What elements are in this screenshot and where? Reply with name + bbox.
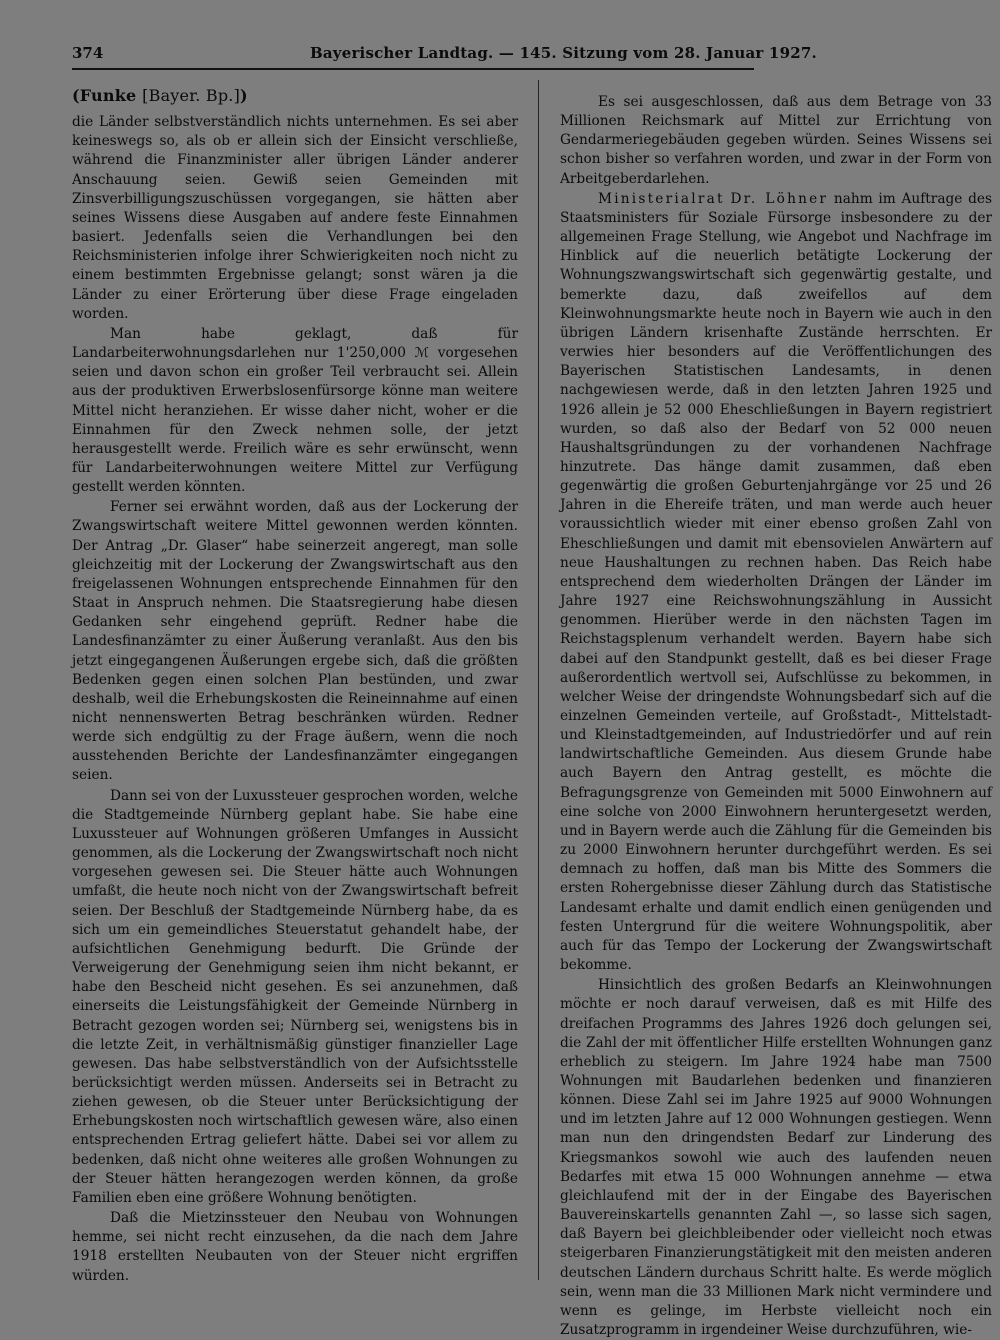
paragraph: Daß die Mietzinssteuer den Neubau von Wohnungen hemme, sei nicht recht einzusehen, da die nach dem Jahre 1918 erstellten Neubauten von der Steuer nicht ergriffen würden. [72, 1210, 518, 1284]
paragraph: Man habe geklagt, daß für Landarbeiterwohnungsdarlehen nur 1'250,000 ℳ vorgesehen seien und davon schon ein großer Teil verbraucht sei. Allein aus der produktiven Erwerbslosenfürsorge könne man weitere Mittel nicht heranziehen. Er wisse daher nicht, woher er die Einnahmen für den Zweck nehmen solle, der jetzt herausgestellt werde. Freilich wäre es sehr erwünscht, wenn für Landarbeiterwohnungen weitere Mittel zur Verfügung gestellt werden könnten. [72, 325, 518, 496]
column-divider [538, 80, 539, 1280]
speaker-line: (Funke [Bayer. Bp.]) [72, 86, 248, 105]
official-name: Dr. Löhner [730, 190, 829, 207]
speaker-name: Funke [79, 86, 137, 105]
official-title: Ministerialrat [598, 190, 725, 207]
paragraph: die Länder selbstverständlich nichts unternehmen. Es sei aber keineswegs so, als ob er allein sich der Einsicht verschließe, während die Finanzminister aller übrigen Länder anderer Anschauung seien. Gewiß seien Gemeinden mit Zinsverbilligungszuschüssen vorgegangen, sie hätten aber seines Wissens diese Ausgaben auf andere feste Einnahmen basiert. Jedenfalls seien die Verhandlungen bei den Reichsministerien infolge ihrer Schwierigkeiten noch nicht zu einem bestimmten Ergebnisse gelangt; sonst wären ja die Länder zu einer Erörterung über diese Frage eingeladen worden. [72, 114, 518, 322]
page-header [60, 40, 817, 70]
paragraph-text: nahm im Auftrage des Staatsministers für Soziale Fürsorge insbesondere zu der allgemeinen Frage Stellung, wie Angebot und Nachfrage im Hinblick auf die neuerlich betätigte Lockerung der Wohnungszwangswirtschaft sich gegenwärtig gestalte, und bemerkte dazu, daß zweifellos auf dem Kleinwohnungsmarkte heute noch in Bayern wie auch in den übrigen Ländern krisenhafte Zustände herrschten. Er verwies hier besonders auf die Veröffentlichungen des Bayerischen Statistischen Landesamts, in denen nachgewiesen werde, daß in den letzten Jahren 1925 und 1926 allein je 52 000 Eheschließungen in Bayern registriert wurden, so daß also der Bedarf von 52 000 neuen Haushaltsgründungen zu der vorhandenen Nachfrage hinzutrete. Das hänge damit zusammen, daß eben gegenwärtig die großen Geburtenjahrgänge vor 25 und 26 Jahren in die Ehereife träten, und man werde auch heuer voraussichtlich wieder mit einer ebenso großen Zahl von Eheschließungen und damit mit ebensovielen Anwärtern auf neue Haushaltungen zu rechnen haben. Das Reich habe entsprechend dem wiederholten Drängen der Länder im Jahre 1927 eine Reichswohnungszählung in Aussicht genommen. Hierüber werde in den nächsten Tagen im Reichstagsplenum verhandelt werden. Bayern habe sich dabei auf den Standpunkt gestellt, daß es bei dieser Frage außerordentlich wertvoll sei, Aufschlüsse zu bekommen, in welcher Weise der dringendste Wohnungsbedarf sich auf die einzelnen Gemeinden verteile, auf Großstadt-, Mittelstadt- und Kleinstadtgemeinden, auf Industriedörfer und auf rein landwirtschaftliche Gemeinden. Aus diesem Grunde habe auch Bayern den Antrag gestellt, es möchte die Befragungsgrenze von Gemeinden mit 5000 Einwohnern auf eine solche von 2000 Einwohnern heruntergesetzt werden, und in Bayern werde auch die Zählung für die Gemeinden bis zu 2000 Einwohnern herunter durchgeführt werden. Es sei demnach zu hoffen, daß man bis Mitte des Sommers die ersten Rohergebnisse dieser Zählung durch das Statistische Landesamt erhalte und damit endlich einen genügenden und festen Untergrund für die weitere Wohnungspolitik, aber auch für das Tempo der Lockerung der Zwangswirtschaft bekomme. [560, 190, 992, 974]
paragraph: Ferner sei erwähnt worden, daß aus der Lockerung der Zwangswirtschaft weitere Mittel gewonnen werden könnten. Der Antrag „Dr. Glaser“ habe seinerzeit angeregt, man solle gleichzeitig mit der Lockerung der Zwangswirtschaft aus den freigelassenen Wohnungen entsprechende Einnahmen für den Staat in Anspruch nehmen. Die Staatsregierung habe diesen Gedanken sehr eingehend geprüft. Redner habe die Landesfinanzämter zu einer Äußerung veranlaßt. Aus den bis jetzt eingegangenen Äußerungen ergebe sich, daß die größten Bedenken gegen einen solchen Plan bestünden, und zwar deshalb, weil die Erhebungskosten die Reineinnahme auf einen nicht nennenswerten Betrag beschränken würden. Redner werde sich endgültig zu der Frage äußern, wenn die noch ausstehenden Berichte der Landesfinanzämter eingegangen seien. [72, 499, 518, 784]
paragraph: Dann sei von der Luxussteuer gesprochen worden, welche die Stadtgemeinde Nürnberg geplant habe. Sie habe eine Luxussteuer auf Wohnungen größeren Umfanges in Aussicht genommen, als die Lockerung der Zwangswirtschaft noch nicht vorgesehen gewesen sei. Die Steuer hätte auch Wohnungen umfaßt, die heute noch nicht von der Zwangswirtschaft befreit seien. Der Beschluß der Stadtgemeinde Nürnberg habe, da es sich um ein gemeindliches Steuerstatut gehandelt habe, der aufsichtlichen Genehmigung bedurft. Die Gründe der Verweigerung der Genehmigung seien ihm nicht bekannt, er habe den Bescheid nicht gesehen. Es sei anzunehmen, daß einerseits die Leistungsfähigkeit der Gemeinde Nürnberg in Betracht gezogen worden sei; Nürnberg sei, wenigstens bis in die letzte Zeit, in verhältnismäßig günstiger finanzieller Lage gewesen. Das habe selbstverständlich von der Aufsichtsstelle berücksichtigt werden müssen. Anderseits sei in Betracht zu ziehen gewesen, ob die Steuer unter Berücksichtigung der Erhebungskosten noch wirtschaftlich gewesen wäre, also einen entsprechenden Ertrag geliefert hätte. Dabei sei vor allem zu bedenken, daß nicht ohne weiteres alle großen Wohnungen zu der Steuer hätten herangezogen werden können, da große Familien eben eine größere Wohnung benötigten. [72, 787, 518, 1206]
right-column [560, 93, 992, 1340]
header-rule [72, 68, 754, 70]
page-number: 374 [72, 44, 104, 62]
left-column [72, 86, 518, 1286]
paragraph: Hinsichtlich des großen Bedarfs an Kleinwohnungen möchte er noch darauf verweisen, daß es mit Hilfe des dreifachen Programms des Jahres 1926 doch gelungen sei, die Zahl der mit öffentlicher Hilfe erstellten Wohnungen ganz erheblich zu steigern. Im Jahre 1924 habe man 7500 Wohnungen mit Baudarlehen bedenken und finanzieren können. Diese Zahl sei im Jahre 1925 auf 9000 Wohnungen und im letzten Jahre auf 12 000 Wohnungen gestiegen. Wenn man nun den dringendsten Bedarf zur Linderung des Kriegsmankos sowohl wie auch des laufenden neuen Bedarfes mit etwa 15 000 Wohnungen annehme — etwa gleichlaufend mit der in der Eingabe des Bayerischen Bauvereinskartells genannten Zahl —, so lasse sich sagen, daß Bayern bei gleichbleibender oder vielleicht noch etwas steigerbaren Finanzierungstätigkeit mit den meisten anderen deutschen Ländern durchaus Schritt halte. Es werde möglich sein, wenn man die 33 Millionen Mark nicht vermindere und wenn es gelinge, im Herbste vielleicht noch ein Zusatzprogramm in irgendeiner Weise durchzuführen, wie- [560, 977, 992, 1338]
running-title: Bayerischer Landtag. — 145. Sitzung vom 28. Januar 1927. [310, 44, 817, 62]
paragraph [560, 190, 992, 975]
speaker-party: [Bayer. Bp.] [142, 86, 241, 105]
paragraph: Es sei ausgeschlossen, daß aus dem Betrage von 33 Millionen Reichsmark auf Mittel zur Errichtung von Gendarmeriegebäuden gegeben würden. Seines Wissens sei schon bisher so verfahren worden, und zwar in der Form von Arbeitgeberdarlehen. [560, 94, 992, 187]
